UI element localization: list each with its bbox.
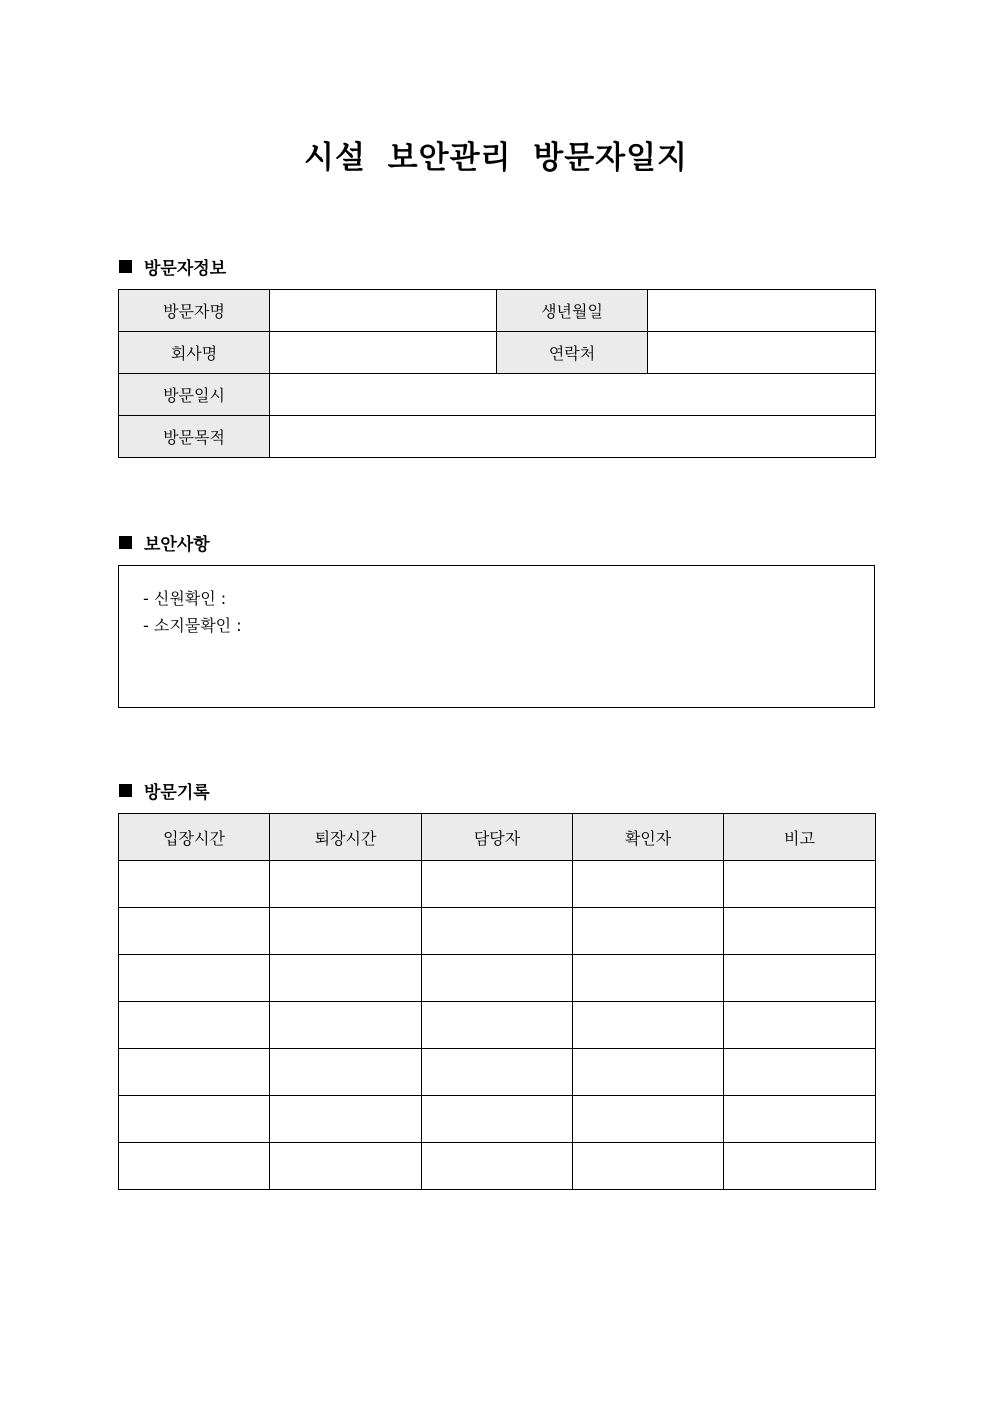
entry-time-cell[interactable] [119,908,270,955]
entry-time-cell[interactable] [119,861,270,908]
section-heading-visit-log [119,778,210,803]
exit-time-cell[interactable] [270,1143,422,1190]
section-heading-text: 방문자정보 [144,259,227,279]
table-row [119,416,876,458]
visit-log-table [118,813,876,1190]
remarks-cell[interactable] [724,1002,876,1049]
column-header-entry-time: 입장시간 [119,814,270,861]
section-heading-visitor-info [119,254,226,279]
visit-datetime-field[interactable] [270,374,876,416]
table-row [119,908,876,955]
remarks-cell[interactable] [724,1143,876,1190]
label-visit-datetime: 방문일시 [119,374,270,416]
table-row [119,332,876,374]
visitor-name-field[interactable] [270,290,497,332]
table-row [119,955,876,1002]
staff-cell[interactable] [422,1002,573,1049]
label-birthdate: 생년월일 [497,290,648,332]
entry-time-cell[interactable] [119,955,270,1002]
verifier-cell[interactable] [573,1049,724,1096]
table-row [119,1096,876,1143]
entry-time-cell[interactable] [119,1002,270,1049]
square-bullet-icon [119,260,132,273]
staff-cell[interactable] [422,955,573,1002]
table-header-row [119,814,876,861]
section-heading-text: 방문기록 [144,783,210,803]
table-row [119,1143,876,1190]
birthdate-field[interactable] [648,290,876,332]
exit-time-cell[interactable] [270,1002,422,1049]
remarks-cell[interactable] [724,861,876,908]
remarks-cell[interactable] [724,955,876,1002]
page-title: 시설 보안관리 방문자일지 [304,140,688,176]
verifier-cell[interactable] [573,955,724,1002]
table-row [119,1002,876,1049]
table-row [119,1049,876,1096]
verifier-cell[interactable] [573,1002,724,1049]
label-company: 회사명 [119,332,270,374]
security-item-identity-check: - 신원확인 : [143,589,227,608]
label-visitor-name: 방문자명 [119,290,270,332]
label-contact: 연락처 [497,332,648,374]
visit-purpose-field[interactable] [270,416,876,458]
exit-time-cell[interactable] [270,861,422,908]
column-header-exit-time: 퇴장시간 [270,814,422,861]
remarks-cell[interactable] [724,1049,876,1096]
table-row [119,290,876,332]
square-bullet-icon [119,784,132,797]
staff-cell[interactable] [422,908,573,955]
remarks-cell[interactable] [724,1096,876,1143]
verifier-cell[interactable] [573,1143,724,1190]
visitor-info-table [118,289,876,458]
security-notes-box[interactable] [118,565,875,708]
remarks-cell[interactable] [724,908,876,955]
exit-time-cell[interactable] [270,955,422,1002]
square-bullet-icon [119,536,132,549]
security-item-belongings-check: - 소지물확인 : [143,616,242,635]
company-field[interactable] [270,332,497,374]
column-header-staff: 담당자 [422,814,573,861]
verifier-cell[interactable] [573,908,724,955]
entry-time-cell[interactable] [119,1096,270,1143]
section-heading-security [119,530,210,555]
section-heading-text: 보안사항 [144,535,210,555]
table-row [119,861,876,908]
staff-cell[interactable] [422,1049,573,1096]
staff-cell[interactable] [422,1096,573,1143]
verifier-cell[interactable] [573,861,724,908]
staff-cell[interactable] [422,861,573,908]
entry-time-cell[interactable] [119,1049,270,1096]
exit-time-cell[interactable] [270,908,422,955]
entry-time-cell[interactable] [119,1143,270,1190]
column-header-verifier: 확인자 [573,814,724,861]
label-visit-purpose: 방문목적 [119,416,270,458]
verifier-cell[interactable] [573,1096,724,1143]
staff-cell[interactable] [422,1143,573,1190]
column-header-remarks: 비고 [724,814,876,861]
table-row [119,374,876,416]
contact-field[interactable] [648,332,876,374]
exit-time-cell[interactable] [270,1049,422,1096]
exit-time-cell[interactable] [270,1096,422,1143]
